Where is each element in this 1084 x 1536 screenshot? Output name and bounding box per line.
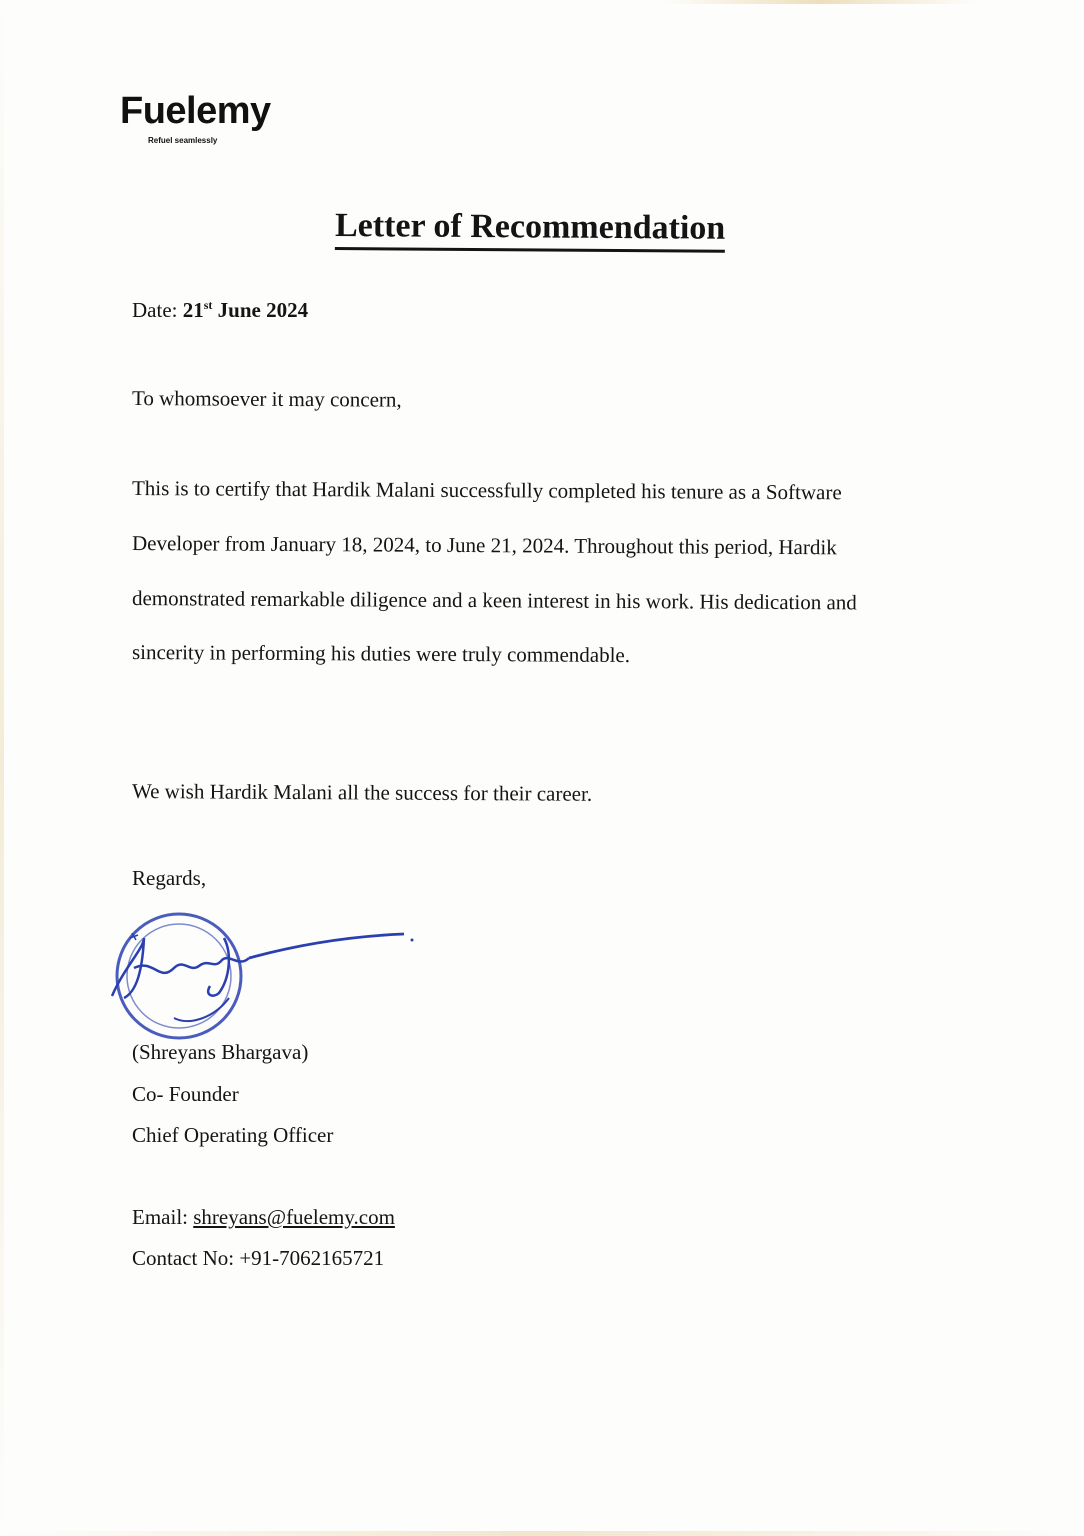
email-line	[132, 1205, 395, 1230]
body-line: This is to certify that Hardik Malani successfully completed his tenure as a Software	[131, 476, 842, 505]
signatory-name: (Shreyans Bhargava)	[132, 1040, 309, 1064]
date-label: Date:	[132, 298, 178, 322]
company-logo	[120, 90, 271, 145]
phone-line	[132, 1246, 384, 1271]
date-line	[132, 298, 308, 323]
date-day-suffix: st	[203, 298, 213, 312]
phone-label: Contact No:	[132, 1246, 235, 1270]
body-line: demonstrated remarkable diligence and a keen interest in his work. His dedication and	[131, 586, 857, 615]
date-day: 21	[182, 298, 204, 322]
salutation: To whomsoever it may concern,	[131, 386, 402, 412]
date-value	[183, 298, 308, 322]
body-line: sincerity in performing his duties were truly commendable.	[131, 640, 631, 668]
signature-and-stamp	[104, 898, 434, 1048]
closing-regards: Regards,	[132, 866, 207, 890]
date-month-year: June 2024	[217, 298, 309, 322]
logo-wordmark: Fuelemy	[120, 90, 271, 132]
signatory-role-cofounder: Co- Founder	[132, 1082, 239, 1106]
paper-edge-left	[0, 0, 4, 1536]
wish-line: We wish Hardik Malani all the success for their career.	[131, 779, 593, 806]
phone-number: +91-7062165721	[239, 1246, 385, 1270]
email-label: Email:	[132, 1205, 188, 1229]
body-line: Developer from January 18, 2024, to June 21, 2024. Throughout this period, Hardik	[131, 531, 837, 560]
paper-edge-top	[660, 0, 980, 4]
paper-edge-bottom	[0, 1531, 1084, 1536]
logo-tagline: Refuel seamlessly	[148, 136, 218, 145]
signatory-role-coo: Chief Operating Officer	[132, 1123, 334, 1147]
email-link[interactable]: shreyans@fuelemy.com	[193, 1205, 395, 1229]
letter-title: Letter of Recommendation	[335, 206, 726, 253]
